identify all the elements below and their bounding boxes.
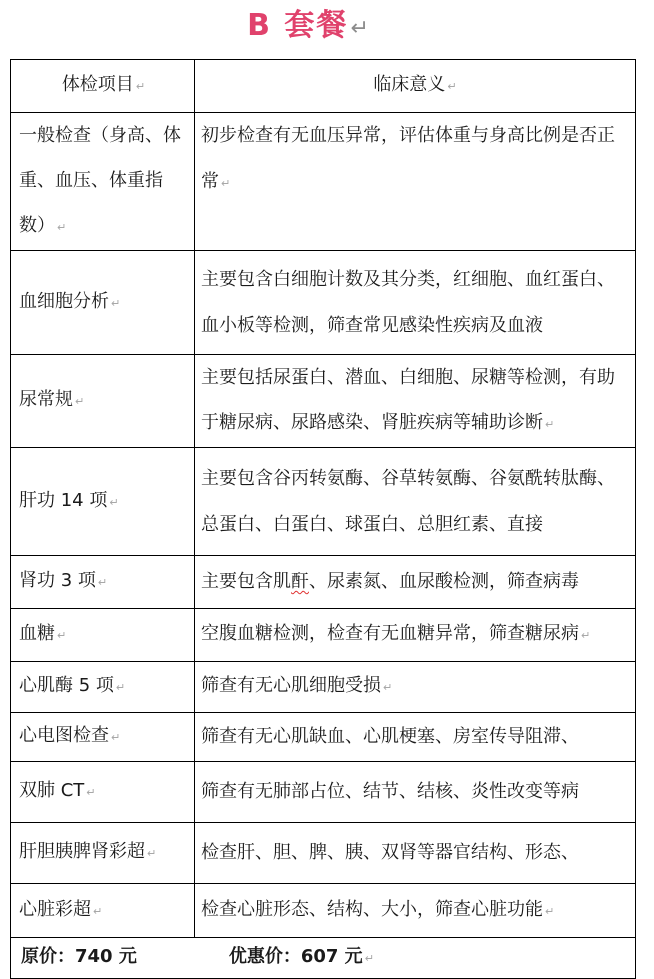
- meaning-cell: [195, 448, 636, 556]
- meaning-text: 筛查有无肺部占位、结节、结核、炎性改变等病: [201, 781, 579, 802]
- item-name: 血细胞分析: [19, 290, 109, 312]
- item-name: 尿常规: [19, 389, 73, 410]
- table-row: [11, 251, 636, 355]
- table-row: [11, 762, 636, 823]
- item-cell: [11, 662, 195, 713]
- meaning-cell: [195, 823, 636, 884]
- table-row: [11, 556, 636, 609]
- table-row: [11, 662, 636, 713]
- original-price: 原价：740 元: [21, 946, 137, 967]
- paragraph-mark-icon: ↵: [57, 629, 67, 642]
- meaning-text: 检查肝、胆、脾、胰、双肾等器官结构、形态、: [201, 842, 579, 863]
- table-row: [11, 884, 636, 938]
- header-item-cell: [11, 60, 195, 113]
- meaning-text: 筛查有无心肌缺血、心肌梗塞、房室传导阻滞、: [201, 726, 579, 747]
- item-name: 心肌酶 5 项: [19, 675, 114, 696]
- meaning-text: 主要包含谷丙转氨酶、谷草转氨酶、谷氨酰转肽酶、总蛋白、白蛋白、球蛋白、总胆红素、直接: [201, 467, 615, 535]
- meaning-cell: [195, 713, 636, 762]
- item-cell: [11, 762, 195, 823]
- item-name: 肝胆胰脾肾彩超: [19, 841, 145, 862]
- paragraph-mark-icon: ↵: [111, 296, 121, 310]
- paragraph-mark-icon: ↵: [364, 952, 375, 965]
- meaning-text-start: 主要包含肌: [201, 571, 291, 592]
- table-row: [11, 113, 636, 251]
- item-name: 血糖: [19, 623, 55, 644]
- item-cell: [11, 251, 195, 355]
- meaning-text: 空腹血糖检测，检查有无血糖异常，筛查糖尿病: [201, 623, 579, 644]
- item-cell: [11, 884, 195, 938]
- paragraph-mark-icon: ↵: [57, 221, 67, 234]
- meaning-cell: [195, 762, 636, 823]
- meaning-text: 主要包括尿蛋白、潜血、白细胞、尿糖等检测，有助于糖尿病、尿路感染、肾脏疾病等辅助诊断 ↵: [201, 367, 615, 433]
- item-name: 肾功 3 项: [19, 570, 96, 591]
- paragraph-mark-icon: ↵: [545, 904, 555, 918]
- header-meaning-cell: [195, 60, 636, 113]
- price-footer-cell: [11, 938, 636, 979]
- paragraph-mark-icon: ↵: [350, 16, 371, 41]
- meaning-cell: [195, 251, 636, 355]
- meaning-text-end: 、尿素氮、血尿酸检测，筛查病毒: [309, 571, 579, 592]
- paragraph-mark-icon: ↵: [147, 847, 157, 860]
- paragraph-mark-icon: ↵: [135, 80, 146, 93]
- item-cell: [11, 823, 195, 884]
- document-title: [0, 4, 618, 51]
- item-cell: [11, 556, 195, 609]
- paragraph-mark-icon: ↵: [447, 80, 457, 93]
- checkup-table: [10, 59, 636, 979]
- item-name: 肝功 14 项: [19, 489, 108, 511]
- meaning-cell: [195, 113, 636, 251]
- meaning-text: 主要包含白细胞计数及其分类，红细胞、血红蛋白、血小板等检测，筛查常见感染性疾病及血液: [201, 268, 615, 336]
- meaning-text: 初步检查有无血压异常，评估体重与身高比例是否正常: [201, 125, 615, 192]
- item-name: 一般检查（身高、体重、血压、体重指数）: [19, 125, 181, 236]
- item-name: 双肺 CT: [19, 780, 85, 801]
- meaning-cell: [195, 884, 636, 938]
- item-name: 心电图检查: [19, 725, 109, 746]
- paragraph-mark-icon: ↵: [383, 681, 393, 694]
- item-cell: [11, 355, 195, 448]
- paragraph-mark-icon: ↵: [75, 395, 85, 408]
- table-row: [11, 609, 636, 662]
- paragraph-mark-icon: ↵: [109, 495, 119, 509]
- paragraph-mark-icon: ↵: [97, 576, 108, 589]
- paragraph-mark-icon: ↵: [581, 629, 591, 642]
- item-cell: [11, 113, 195, 251]
- item-cell: [11, 713, 195, 762]
- meaning-cell: [195, 355, 636, 448]
- table-row: [11, 713, 636, 762]
- paragraph-mark-icon: ↵: [221, 177, 231, 190]
- spellcheck-flagged-text: 酐: [291, 571, 309, 592]
- paragraph-mark-icon: ↵: [545, 418, 555, 431]
- meaning-text: 筛查有无心肌细胞受损: [201, 675, 381, 696]
- table-header-row: [11, 60, 636, 113]
- meaning-cell: [195, 662, 636, 713]
- meaning-text: 检查心脏形态、结构、大小，筛查心脏功能: [201, 898, 543, 920]
- table-row: [11, 448, 636, 556]
- meaning-cell: [195, 609, 636, 662]
- header-item-label: 体检项目: [61, 74, 134, 95]
- table-row: [11, 823, 636, 884]
- item-cell: [11, 609, 195, 662]
- table-row: [11, 355, 636, 448]
- title-text: B 套餐: [247, 8, 349, 43]
- meaning-cell: [195, 556, 636, 609]
- price-footer-row: [11, 938, 636, 979]
- paragraph-mark-icon: ↵: [115, 681, 126, 694]
- paragraph-mark-icon: ↵: [111, 731, 121, 744]
- discount-price: 优惠价：607 元: [228, 946, 363, 967]
- paragraph-mark-icon: ↵: [93, 904, 103, 918]
- item-name: 心脏彩超: [19, 898, 91, 920]
- header-meaning-label: 临床意义: [373, 74, 446, 95]
- paragraph-mark-icon: ↵: [86, 786, 96, 799]
- item-cell: [11, 448, 195, 556]
